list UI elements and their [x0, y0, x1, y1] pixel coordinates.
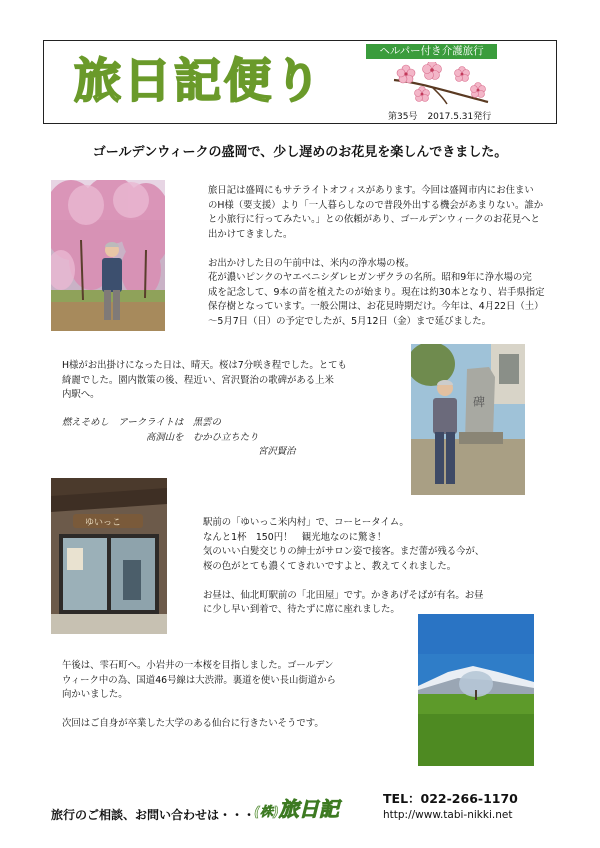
svg-text:ゆいっこ: ゆいっこ — [85, 518, 122, 528]
text-line: 花が濃いピンクのヤエベニシダレヒガンザクラの名所。昭和9年に浄水場の完 — [208, 272, 532, 283]
svg-text:碑: 碑 — [473, 395, 486, 409]
poem-line: 燃えそめし アークライトは 黒雲の — [62, 417, 221, 428]
tagline-badge: ヘルパー付き介護旅行 — [366, 44, 497, 59]
text-line: 気のいい白髪交じりの紳士がサロン姿で接客。まだ蕾が残る今が、 — [203, 546, 485, 557]
cherry-blossom-photo — [51, 180, 165, 331]
text-line: に少し早い到着で、待たずに席に座れました。 — [203, 604, 400, 615]
text-line: と小旅行に行ってみたい。」との依頼があり、ゴールデンウィークのお花見へと — [208, 214, 540, 225]
poem — [62, 416, 362, 460]
text-line — [208, 242, 558, 257]
article-paragraph — [62, 659, 402, 732]
text-line: 駅前の「ゆいっこ米内村」で、コーヒータイム。 — [203, 517, 409, 528]
lone-cherry-tree-photo — [418, 614, 534, 766]
poem-author: 宮沢賢治 — [258, 446, 296, 457]
text-line: 向かいました。 — [62, 689, 128, 700]
phone-number: TEL：022-266-1170 — [383, 791, 518, 806]
shop-front-photo — [51, 478, 167, 634]
text-line: 綺麗でした。園内散策の後、程近い、宮沢賢治の歌碑がある上米 — [62, 374, 334, 386]
text-line: 次回はご自身が卒業した大学のある仙台に行きたいそうです。 — [62, 718, 324, 729]
text-line: 〜5月7日（日）の予定でしたが、5月12日（金）まで延びました。 — [208, 315, 491, 327]
brand-prefix: (株) — [254, 805, 279, 820]
text-line: ウィーク中の為、国道46号線は大渋滞。裏道を使い長山街道から — [62, 674, 336, 686]
text-line: お出かけした日の午前中は、米内の浄水場の桜。 — [208, 257, 415, 269]
text-line: 成を記念して、9本の苗を植えたのが始まり。現在は約30本となり、岩手県指定 — [208, 286, 545, 298]
brand-name: 旅日記 — [278, 797, 339, 821]
text-line: 出かけてきました。 — [208, 228, 293, 240]
text-line: 保存樹となっています。一般公開は、お花見時期だけ。今年は、4月22日（土） — [208, 301, 544, 312]
newsletter-logo: 旅日記便り — [74, 54, 324, 109]
text-line: 旅日記は盛岡にもサテライトオフィスがあります。今回は盛岡市内にお住まい — [208, 185, 534, 196]
issue-date: 2017.5.31発行 — [427, 112, 492, 122]
text-line — [203, 574, 548, 589]
article-paragraph — [203, 516, 548, 618]
website-link[interactable]: http://www.tabi-nikki.net — [383, 809, 513, 821]
monument-photo — [411, 344, 525, 495]
inquiry-text: 旅行のご相談、お問い合わせは・・・ — [51, 808, 256, 822]
issue-number: 第35号 — [388, 112, 418, 122]
article-headline: ゴールデンウィークの盛岡で、少し遅めのお花見を楽しんできました。 — [92, 145, 508, 160]
text-line — [62, 703, 402, 718]
text-line: なんと1杯 150円！ 観光地なのに驚き！ — [203, 531, 387, 543]
text-line: 桜の色がとても濃くてきれいですよと、教えてくれました。 — [203, 560, 457, 572]
text-line: H様がお出掛けになった日は、晴天。桜は7分咲き程でした。とても — [62, 360, 347, 371]
poem-line: 高洞山を むかひ立ちたり — [146, 431, 259, 443]
text-line: 午後は、雫石町へ。小岩井の一本桜を目指しました。ゴールデン — [62, 660, 334, 671]
article-paragraph — [208, 184, 558, 329]
text-line: のH様（要支援）より「一人暮らしなので普段外出する機会があまりない。誰か — [208, 199, 544, 211]
issue-info — [388, 109, 501, 122]
footer-brand-logo — [254, 793, 339, 822]
text-line: 内駅へ。 — [62, 389, 100, 400]
cherry-blossom-illustration — [392, 62, 492, 106]
article-paragraph — [62, 359, 392, 403]
text-line: お昼は、仙北町駅前の「北田屋」です。かきあげそばが有名。お昼 — [203, 589, 484, 601]
